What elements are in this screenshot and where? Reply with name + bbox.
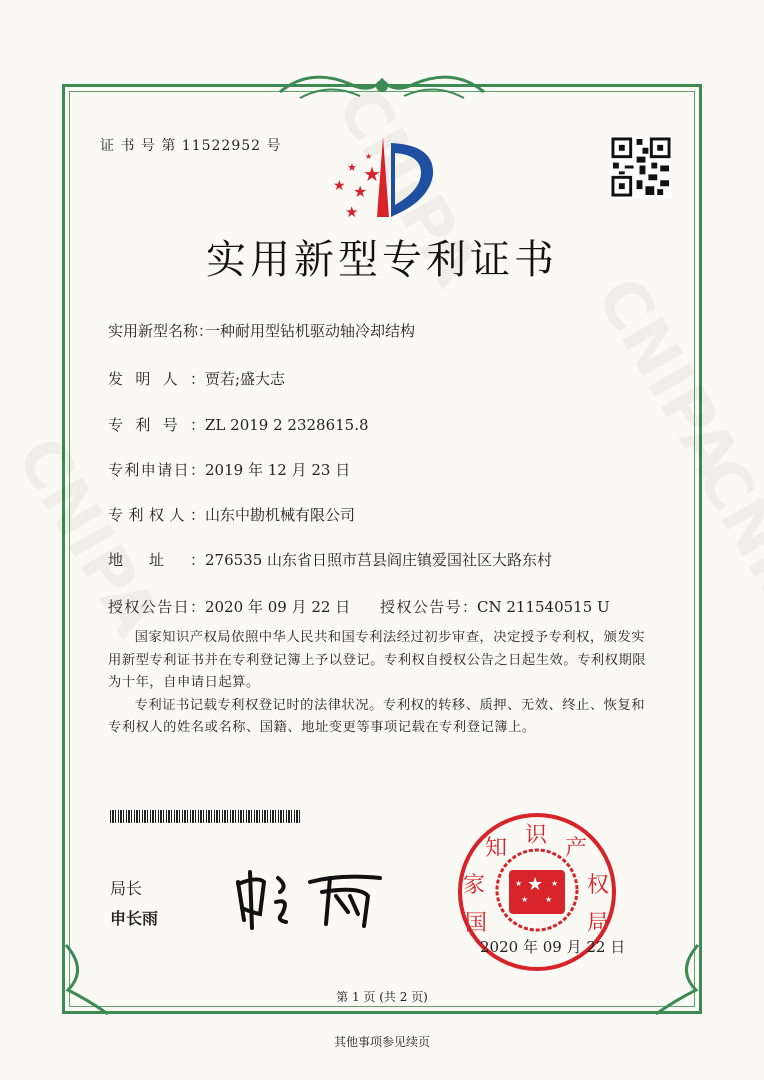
seal-date: 2020 年 09 月 22 日 — [480, 938, 626, 956]
field-label: 授权公告号： — [380, 598, 477, 616]
svg-text:★: ★ — [363, 162, 381, 186]
barcode — [110, 810, 300, 823]
field-value: 山东中勘机械有限公司 — [205, 506, 356, 524]
certificate-statement — [108, 627, 653, 740]
field-patent-number — [108, 414, 369, 435]
svg-text:产: 产 — [565, 836, 588, 861]
field-inventor — [108, 368, 285, 389]
field-utility-model-name — [108, 320, 415, 341]
field-value: 276535 山东省日照市莒县阎庄镇爱国社区大路东村 — [205, 551, 553, 569]
svg-text:家: 家 — [463, 873, 486, 898]
svg-text:★: ★ — [353, 182, 368, 201]
svg-text:局: 局 — [587, 911, 610, 936]
svg-text:★: ★ — [551, 879, 559, 888]
cnipa-logo-icon — [325, 135, 440, 223]
svg-text:国: 国 — [465, 911, 488, 936]
field-label: 地址： — [108, 551, 205, 569]
field-application-date — [108, 459, 350, 480]
statement-paragraph: 专利证书记载专利权登记时的法律状况。专利权的转移、质押、无效、终止、恢复和专利权人的姓名或名称、国籍、地址变更等事项记载在专利登记簿上。 — [108, 697, 646, 735]
qr-code-icon — [610, 136, 672, 198]
svg-text:★: ★ — [545, 895, 553, 904]
footer-note: 其他事项参见续页 — [333, 1035, 430, 1049]
svg-text:★: ★ — [333, 178, 346, 194]
page-title: 实用新型专利证书 — [206, 237, 558, 283]
field-patentee — [108, 504, 355, 525]
svg-text:★: ★ — [365, 152, 373, 161]
svg-text:知: 知 — [485, 836, 508, 861]
svg-text:★: ★ — [515, 879, 523, 888]
handwritten-signature-icon — [230, 862, 400, 932]
field-label: 发明人： — [108, 370, 205, 388]
corner-ornament-icon — [58, 940, 118, 1020]
field-announcement-number — [380, 596, 610, 617]
svg-text:★: ★ — [527, 874, 544, 895]
field-value: 一种耐用型钻机驱动轴冷却结构 — [205, 322, 416, 340]
corner-ornament-icon — [646, 940, 706, 1020]
field-value: 2020 年 09 月 22 日 — [205, 598, 351, 616]
field-label: 实用新型名称： — [108, 322, 214, 340]
svg-text:★: ★ — [345, 203, 359, 221]
svg-text:识: 识 — [525, 823, 548, 848]
field-value: 贾若;盛大志 — [205, 370, 286, 388]
field-label: 专利权人： — [108, 506, 205, 524]
field-value: 2019 年 12 月 23 日 — [205, 461, 351, 479]
svg-text:★: ★ — [347, 161, 357, 174]
director-title: 局长 — [110, 879, 143, 898]
svg-text:权: 权 — [587, 873, 610, 898]
director-name: 申长雨 — [110, 909, 159, 928]
field-label: 专利申请日： — [108, 461, 205, 479]
field-label: 专利号： — [108, 416, 205, 434]
certificate-number: 证 书 号 第 11522952 号 — [100, 138, 282, 154]
svg-text:★: ★ — [521, 895, 529, 904]
statement-paragraph: 国家知识产权局依照中华人民共和国专利法经过初步审查，决定授予专利权，颁发实用新型专利证书并在专利登记簿上予以登记。专利权自授权公告之日起生效。专利权期限为十年，自申请日起算。 — [108, 630, 647, 690]
page-indicator: 第 1 页 (共 2 页) — [336, 990, 428, 1004]
field-label: 授权公告日： — [108, 598, 205, 616]
field-value: CN 211540515 U — [477, 598, 610, 616]
field-address — [108, 549, 552, 570]
field-grant-date — [108, 596, 350, 617]
field-value: ZL 2019 2 2328615.8 — [205, 416, 369, 434]
